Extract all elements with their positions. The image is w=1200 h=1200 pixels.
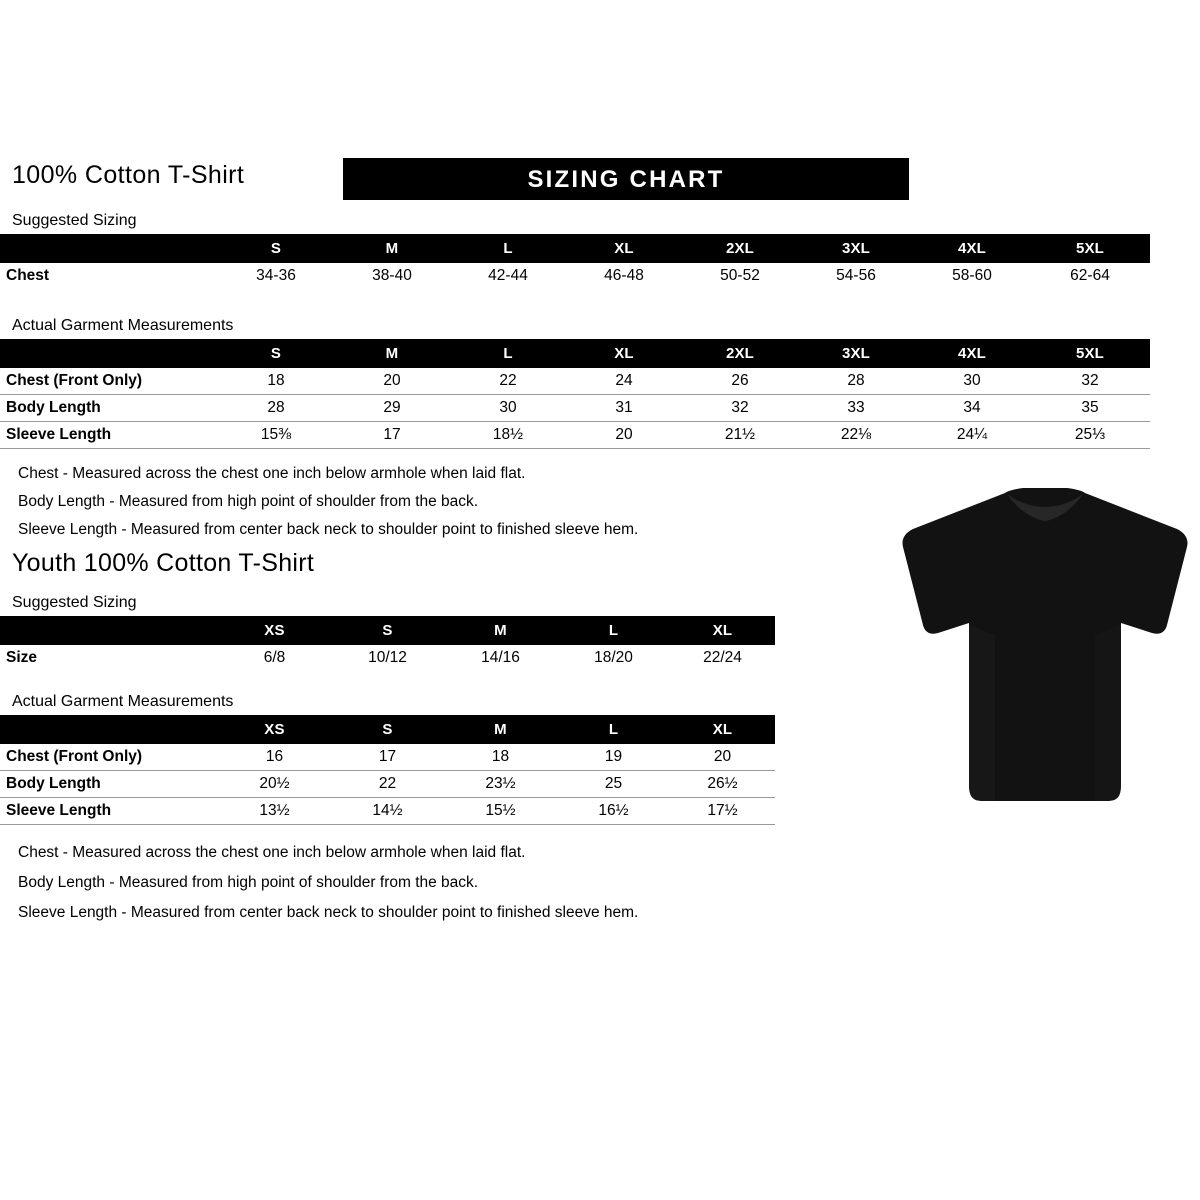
cell: 25⅓: [1030, 422, 1150, 449]
cell: 17½: [670, 798, 775, 825]
table-row: [0, 798, 775, 825]
adult-actual-caption: Actual Garment Measurements: [12, 317, 234, 334]
cell: 25: [557, 771, 670, 798]
youth-note-chest: Chest - Measured across the chest one inch below armhole when laid flat.: [18, 844, 526, 861]
column-header: L: [450, 339, 566, 368]
cell: 16½: [557, 798, 670, 825]
cell: 20: [566, 422, 682, 449]
row-label: Chest: [6, 267, 50, 284]
cell: 18: [218, 368, 334, 395]
cell: 18/20: [594, 649, 633, 666]
cell: 35: [1030, 395, 1150, 422]
cell: 14/16: [481, 649, 520, 666]
corner-cell: [0, 616, 218, 645]
cell: 34: [914, 395, 1030, 422]
table-header-row: [0, 339, 1150, 368]
column-header: 4XL: [914, 234, 1030, 263]
youth-note-sleeve-length: Sleeve Length - Measured from center back neck to shoulder point to finished sleeve hem.: [18, 904, 639, 921]
column-header: L: [557, 616, 670, 645]
cell: 38-40: [372, 267, 412, 284]
corner-cell: [0, 234, 218, 263]
youth-suggested-caption: Suggested Sizing: [12, 594, 137, 611]
cell: 28: [798, 368, 914, 395]
column-header: L: [557, 715, 670, 744]
column-header: S: [218, 234, 334, 263]
sizing-chart-banner: [343, 158, 909, 200]
column-header: XL: [670, 616, 775, 645]
table-row: [0, 744, 775, 771]
cell: 6/8: [263, 649, 286, 666]
youth-actual-table: [0, 715, 775, 825]
youth-section-title: Youth 100% Cotton T-Shirt: [12, 549, 315, 577]
cell: 23½: [444, 771, 557, 798]
adult-note-sleeve-length: Sleeve Length - Measured from center back neck to shoulder point to finished sleeve hem.: [18, 521, 639, 538]
column-header: S: [218, 339, 334, 368]
corner-cell: [0, 715, 218, 744]
row-label: Chest (Front Only): [0, 368, 218, 395]
cell: 22/24: [703, 649, 742, 666]
cell: 62-64: [1070, 267, 1110, 284]
column-header: 3XL: [798, 234, 914, 263]
adult-section-title: 100% Cotton T-Shirt: [12, 161, 245, 189]
cell: 31: [566, 395, 682, 422]
table-row: [0, 422, 1150, 449]
column-header: 5XL: [1030, 234, 1150, 263]
table-row: [0, 395, 1150, 422]
column-header: S: [331, 616, 444, 645]
cell: 17: [334, 422, 450, 449]
cell: 50-52: [720, 267, 760, 284]
cell: 32: [682, 395, 798, 422]
column-header: 2XL: [682, 234, 798, 263]
youth-note-body-length: Body Length - Measured from high point of shoulder from the back.: [18, 874, 479, 891]
cell: 28: [218, 395, 334, 422]
column-header: XS: [218, 715, 331, 744]
cell: 42-44: [488, 267, 528, 284]
cell: 15½: [444, 798, 557, 825]
cell: 32: [1030, 368, 1150, 395]
column-header: 5XL: [1030, 339, 1150, 368]
sizing-chart-banner-label: SIZING CHART: [527, 166, 725, 193]
cell: 24¼: [914, 422, 1030, 449]
cell: 21½: [682, 422, 798, 449]
cell: 20½: [218, 771, 331, 798]
adult-note-chest: Chest - Measured across the chest one inch below armhole when laid flat.: [18, 465, 526, 482]
table-header-row: [0, 715, 775, 744]
column-header: XL: [566, 339, 682, 368]
column-header: XL: [670, 715, 775, 744]
row-label: Sleeve Length: [0, 798, 218, 825]
cell: 24: [566, 368, 682, 395]
adult-actual-table: [0, 339, 1150, 449]
adult-suggested-caption: Suggested Sizing: [12, 212, 137, 229]
youth-actual-caption: Actual Garment Measurements: [12, 693, 234, 710]
column-header: XL: [566, 234, 682, 263]
chart-header: [12, 158, 1188, 200]
cell: 46-48: [604, 267, 644, 284]
cell: 30: [450, 395, 566, 422]
column-header: 4XL: [914, 339, 1030, 368]
table-header-row: [0, 234, 1150, 263]
adult-note-body-length: Body Length - Measured from high point of shoulder from the back.: [18, 493, 479, 510]
adult-suggested-table: [0, 234, 1150, 289]
cell: 16: [218, 744, 331, 771]
corner-cell: [0, 339, 218, 368]
row-label: Chest (Front Only): [0, 744, 218, 771]
cell: 30: [914, 368, 1030, 395]
column-header: M: [334, 339, 450, 368]
column-header: XS: [218, 616, 331, 645]
youth-suggested-table: [0, 616, 775, 671]
cell: 26½: [670, 771, 775, 798]
cell: 14½: [331, 798, 444, 825]
row-label: Sleeve Length: [0, 422, 218, 449]
black-tshirt-icon: [895, 485, 1195, 815]
table-row: [0, 771, 775, 798]
cell: 13½: [218, 798, 331, 825]
cell: 22⅛: [798, 422, 914, 449]
row-label: Size: [6, 649, 38, 666]
cell: 17: [331, 744, 444, 771]
cell: 22: [450, 368, 566, 395]
cell: 18½: [450, 422, 566, 449]
cell: 29: [334, 395, 450, 422]
row-label: Body Length: [0, 395, 218, 422]
tshirt-image: [895, 485, 1195, 815]
cell: 19: [557, 744, 670, 771]
column-header: S: [331, 715, 444, 744]
cell: 15⅜: [218, 422, 334, 449]
column-header: L: [450, 234, 566, 263]
column-header: 3XL: [798, 339, 914, 368]
cell: 33: [798, 395, 914, 422]
cell: 34-36: [256, 267, 296, 284]
cell: 18: [444, 744, 557, 771]
cell: 22: [331, 771, 444, 798]
cell: 54-56: [836, 267, 876, 284]
column-header: M: [334, 234, 450, 263]
cell: 20: [670, 744, 775, 771]
table-header-row: [0, 616, 775, 645]
column-header: M: [444, 715, 557, 744]
cell: 58-60: [952, 267, 992, 284]
table-row: [0, 263, 1150, 289]
table-row: [0, 645, 775, 671]
cell: 10/12: [368, 649, 407, 666]
row-label: Body Length: [0, 771, 218, 798]
column-header: 2XL: [682, 339, 798, 368]
cell: 20: [334, 368, 450, 395]
table-row: [0, 368, 1150, 395]
cell: 26: [682, 368, 798, 395]
column-header: M: [444, 616, 557, 645]
